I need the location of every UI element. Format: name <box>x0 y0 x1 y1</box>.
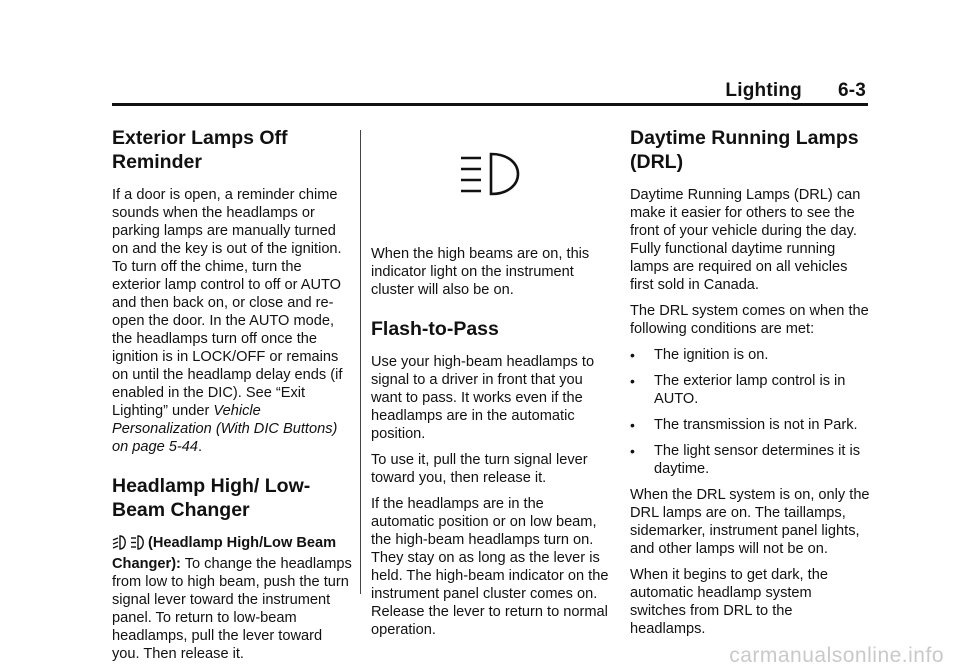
flash-paragraph-1: Use your high-beam headlamps to signal to a driver in front that you want to pass. It works even if the headlamps are in the automatic position. <box>371 354 595 442</box>
heading-flash-to-pass: Flash-to-Pass <box>371 318 499 340</box>
heading-daytime-running-lamps: Daytime Running Lamps (DRL) <box>630 127 859 173</box>
indicator-paragraph: When the high beams are on, this indicator light on the instrument cluster will also be on. <box>371 246 590 298</box>
list-item: • The transmission is not in Park. <box>630 416 870 434</box>
heading-exterior-lamps-off-reminder: Exterior Lamps Off Reminder <box>112 127 288 173</box>
column-divider <box>360 130 361 594</box>
flash-paragraph-3: If the headlamps are in the automatic position or on low beam, the high-beam headlamps turn on. They stay on as long as the lever is held. The high-beam indicator on the instrument panel cluster comes on. Release the lever to return to normal operation. <box>371 496 609 638</box>
drl-paragraph-4: When it begins to get dark, the automatic headlamp system switches from DRL to the headlamps. <box>630 567 828 637</box>
flash-paragraph-2: To use it, pull the turn signal lever toward you, then release it. <box>371 452 588 486</box>
high-beam-indicator-icon <box>457 150 609 203</box>
drl-conditions-list <box>630 346 870 478</box>
list-item: • The light sensor determines it is daytime. <box>630 442 870 478</box>
running-head <box>725 80 866 102</box>
reminder-paragraph: If a door is open, a reminder chime sounds when the headlamps or parking lamps are manually turned on and the key is out of the ignition. To turn off the chime, turn the exterior lamp control to off or AUTO and then back on, or close and re-open the door. In the AUTO mode, the headlamps turn off once the ignition is in LOCK/OFF or remains on until the headlamp delay ends (if enabled in the DIC). See “Exit Lighting” under Vehicle Personalization (With DIC Buttons) on page 5-44. <box>112 187 343 455</box>
drl-paragraph-3: When the DRL system is on, only the DRL lamps are on. The taillamps, sidemarker, instrument panel lights, and other lamps will not be on. <box>630 487 870 557</box>
low-beam-icon <box>112 535 128 555</box>
heading-headlamp-high-low-beam-changer: Headlamp High/ Low-Beam Changer <box>112 475 311 521</box>
header-rule <box>112 103 868 106</box>
high-beam-icon <box>130 535 146 555</box>
section-name: Lighting <box>725 80 802 101</box>
column-middle <box>371 126 609 647</box>
list-item: • The exterior lamp control is in AUTO. <box>630 372 870 408</box>
beam-changer-paragraph: (Headlamp High/Low Beam Changer): To change the headlamps from low to high beam, push the turn signal lever toward the instrument panel. To return to low-beam headlamps, pull the lever toward you. Then release it. <box>112 535 352 662</box>
cross-reference-link[interactable]: Vehicle Personalization (With DIC Buttons) on page 5-44 <box>112 403 338 455</box>
drl-paragraph-2: The DRL system comes on when the following conditions are met: <box>630 303 869 337</box>
column-left <box>112 126 352 671</box>
list-item: • The ignition is on. <box>630 346 870 364</box>
page-number: 6-3 <box>837 80 866 101</box>
column-right <box>630 126 870 646</box>
drl-paragraph-1: Daytime Running Lamps (DRL) can make it easier for others to see the front of your vehicle during the day. Fully functional daytime running lamps are required on all vehicles first sold in Canada. <box>630 187 861 293</box>
watermark: carmanualsonline.info <box>729 644 944 667</box>
beam-changer-lead: (Headlamp High/Low Beam Changer): <box>112 535 337 572</box>
